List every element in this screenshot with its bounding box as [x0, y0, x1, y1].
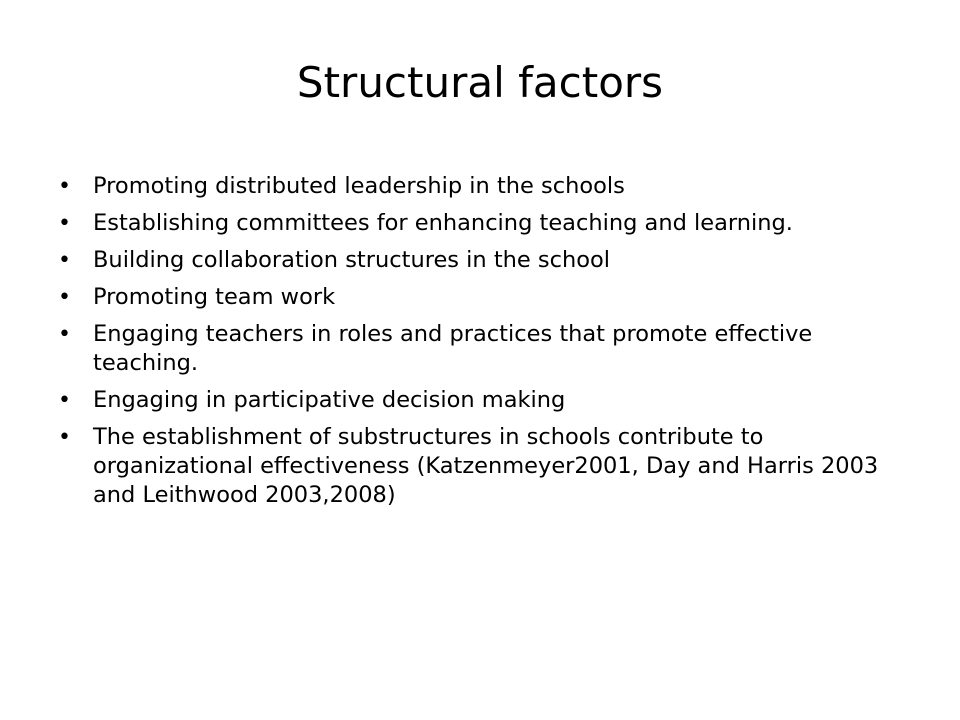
bullet-text: Establishing committees for enhancing teaching and learning.: [93, 210, 793, 236]
bullet-text: The establishment of substructures in schools contribute to organizational effectiveness (Katzenmeyer2001, Day and Harris 2003 and Leithwood 2003,2008): [93, 424, 879, 508]
bullet-icon: •: [58, 174, 71, 199]
bullet-item: [58, 246, 918, 275]
bullet-icon: •: [58, 211, 71, 236]
bullet-icon: •: [58, 248, 71, 273]
bullet-icon: •: [58, 285, 71, 310]
bullet-text: Engaging in participative decision making: [93, 387, 566, 413]
bullet-item: [58, 386, 918, 415]
bullet-item: [58, 283, 918, 312]
bullet-item: [58, 320, 918, 378]
bullet-item: [58, 423, 918, 510]
bullet-text: Promoting distributed leadership in the schools: [93, 173, 625, 199]
bullet-text: Building collaboration structures in the school: [93, 247, 611, 273]
bullet-icon: •: [58, 425, 71, 450]
bullet-text: Promoting team work: [93, 284, 336, 310]
bullet-icon: •: [58, 322, 71, 347]
bullet-item: [58, 209, 918, 238]
bullet-list: [58, 172, 918, 518]
bullet-text: Engaging teachers in roles and practices that promote effective teaching.: [93, 321, 813, 376]
bullet-icon: •: [58, 388, 71, 413]
bullet-item: [58, 172, 918, 201]
slide-title: Structural factors: [296, 58, 664, 107]
